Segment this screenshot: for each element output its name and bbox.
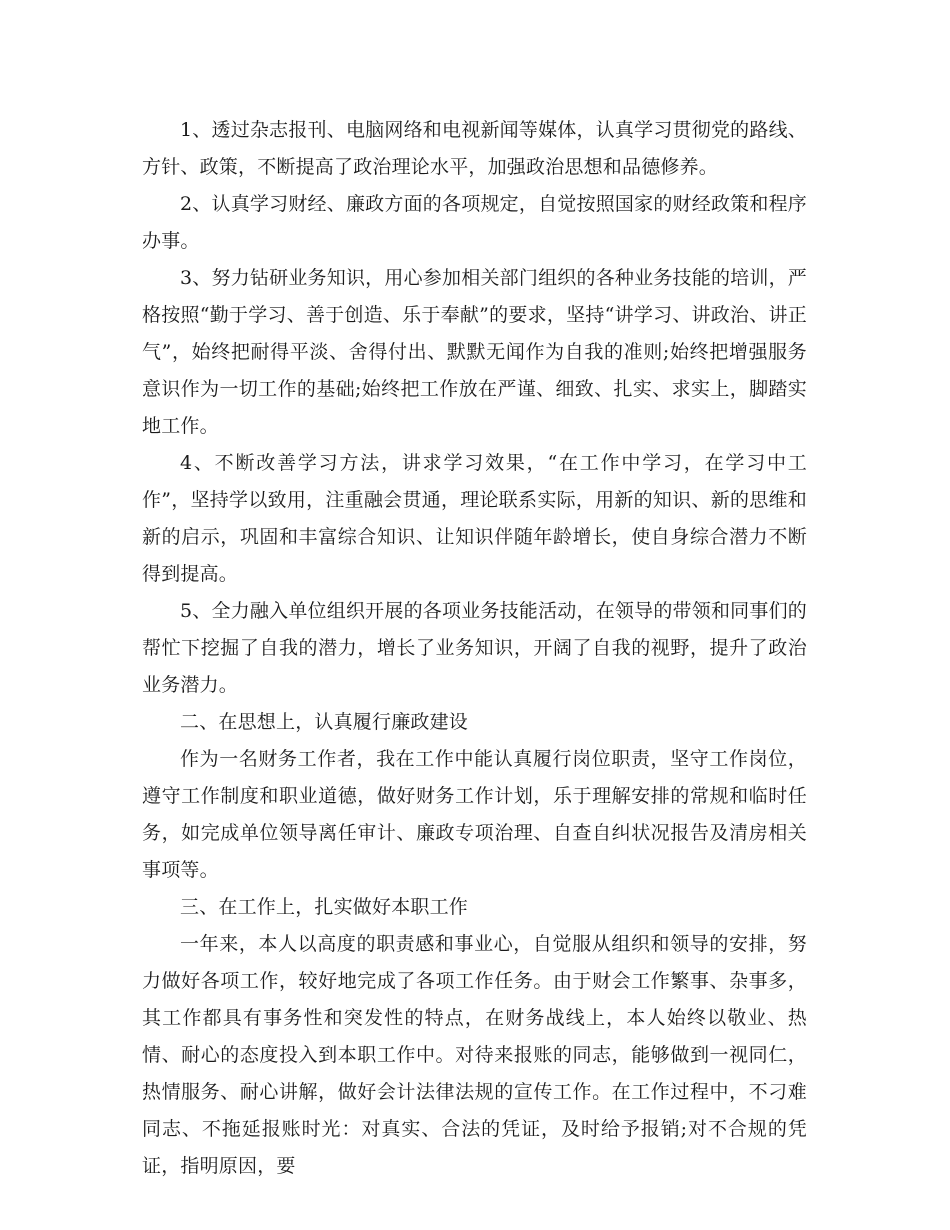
- section-heading-work: 三、在工作上，扎实做好本职工作: [180, 896, 469, 918]
- paragraph-study-media: 1、透过杂志报刊、电脑网络和电视新闻等媒体，认真学习贯彻党的路线、方针、政策，不断提高了政治理论水平，加强政治思想和品德修养。: [142, 119, 807, 178]
- paragraph-business-knowledge: 3、努力钻研业务知识，用心参加相关部门组织的各种业务技能的培训，严格按照“勤于学习、善于创造、乐于奉献”的要求，坚持“讲学习、讲政治、讲正气”，始终把耐得平淡、舍得付出、默默无闻作为自我的准则;始终把增强服务意识作为一切工作的基础;始终把工作放在严谨、细致、扎实、求实上，脚踏实地工作。: [142, 267, 807, 437]
- paragraph-finance-rules: 2、认真学习财经、廉政方面的各项规定，自觉按照国家的财经政策和程序办事。: [142, 193, 807, 252]
- section-heading-ideology: 二、在思想上，认真履行廉政建设: [180, 711, 469, 733]
- paragraph-skill-activities: 5、全力融入单位组织开展的各项业务技能活动，在领导的带领和同事们的帮忙下挖掘了自我的潜力，增长了业务知识，开阔了自我的视野，提升了政治业务潜力。: [142, 600, 807, 696]
- paragraph-work-summary: 一年来，本人以高度的职责感和事业心，自觉服从组织和领导的安排，努力做好各项工作，较好地完成了各项工作任务。由于财会工作繁事、杂事多，其工作都具有事务性和突发性的特点，在财务战线上，本人始终以敬业、热情、耐心的态度投入到本职工作中。对待来报账的同志，能够做到一视同仁，热情服务、耐心讲解，做好会计法律法规的宣传工作。在工作过程中，不刁难同志、不拖延报账时光：对真实、合法的凭证，及时给予报销;对不合规的凭证，指明原因，要: [142, 933, 807, 1177]
- document-body: [142, 112, 807, 1185]
- paragraph-study-methods: 4、不断改善学习方法，讲求学习效果，“在工作中学习，在学习中工作”，坚持学以致用，注重融会贯通，理论联系实际，用新的知识、新的思维和新的启示，巩固和丰富综合知识、让知识伴随年龄增长，使自身综合潜力不断得到提高。: [142, 452, 807, 585]
- paragraph-duties: 作为一名财务工作者，我在工作中能认真履行岗位职责，坚守工作岗位，遵守工作制度和职业道德，做好财务工作计划，乐于理解安排的常规和临时任务，如完成单位领导离任审计、廉政专项治理、自查自纠状况报告及清房相关事项等。: [142, 748, 807, 881]
